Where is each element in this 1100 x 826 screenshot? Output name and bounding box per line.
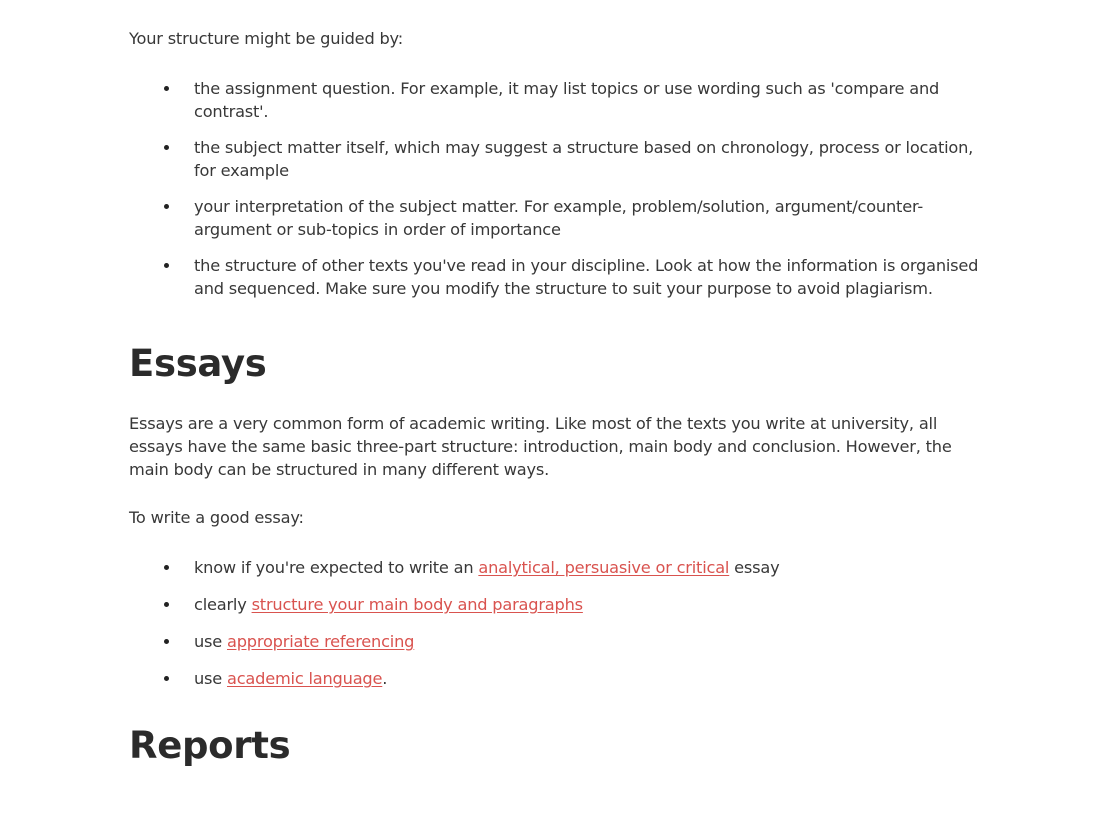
reports-heading: Reports xyxy=(129,724,291,767)
bullet-icon xyxy=(164,602,169,607)
bullet-icon xyxy=(164,676,169,681)
article-content xyxy=(129,27,979,768)
academic-language-link[interactable]: academic language xyxy=(227,669,383,688)
bullet-icon xyxy=(164,263,169,268)
list-item: use academic language. xyxy=(129,667,979,690)
list-item: know if you're expected to write an analytical, persuasive or critical essay xyxy=(129,556,979,579)
structure-intro: Your structure might be guided by: xyxy=(129,29,403,48)
essays-paragraph: Essays are a very common form of academic writing. Like most of the texts you write at university, all essays have the same basic three-part structure: introduction, main body and conclusion. However, the main body can be structured in many different ways. xyxy=(129,414,952,479)
bullet-icon xyxy=(164,204,169,209)
list-item: the structure of other texts you've read in your discipline. Look at how the information is organised and sequenced. Make sure you modify the structure to suit your purpose to avoid plagiarism. xyxy=(129,254,979,300)
bullet-icon xyxy=(164,639,169,644)
bullet-icon xyxy=(164,86,169,91)
structure-list xyxy=(129,77,979,300)
list-item: clearly structure your main body and paragraphs xyxy=(129,593,979,616)
list-item: use appropriate referencing xyxy=(129,630,979,653)
list-item: the subject matter itself, which may suggest a structure based on chronology, process or location, for example xyxy=(129,136,979,182)
structure-main-body-link[interactable]: structure your main body and paragraphs xyxy=(251,595,583,614)
essays-heading: Essays xyxy=(129,342,267,385)
list-item: your interpretation of the subject matter. For example, problem/solution, argument/counter-argument or sub-topics in order of importance xyxy=(129,195,979,241)
essay-tips-list xyxy=(129,556,979,690)
bullet-icon xyxy=(164,145,169,150)
bullet-icon xyxy=(164,565,169,570)
essay-tips-lead: To write a good essay: xyxy=(129,508,304,527)
list-item: the assignment question. For example, it may list topics or use wording such as 'compare and contrast'. xyxy=(129,77,979,123)
referencing-link[interactable]: appropriate referencing xyxy=(227,632,415,651)
essay-types-link[interactable]: analytical, persuasive or critical xyxy=(478,558,730,577)
